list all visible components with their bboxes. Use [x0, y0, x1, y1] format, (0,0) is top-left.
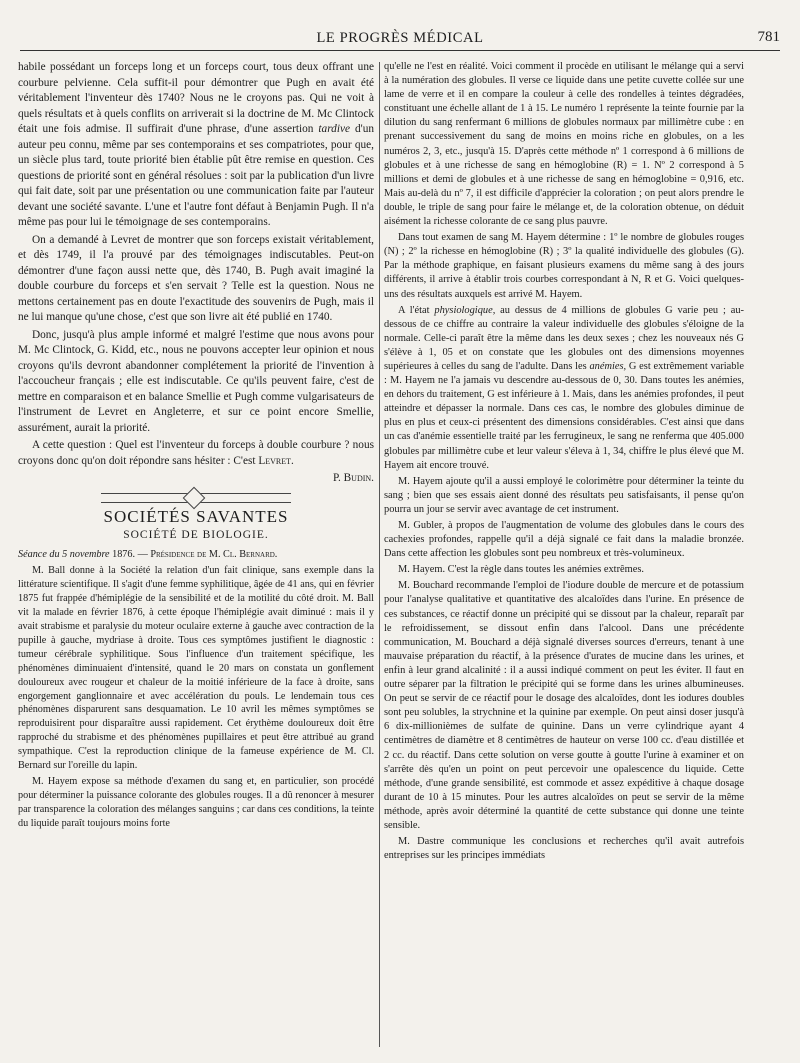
paragraph: M. Dastre communique les conclusions et recherches qu'il avait autrefois entreprises sur les principes immédiats [384, 836, 744, 862]
page-number: 781 [757, 29, 780, 45]
column-divider [379, 62, 380, 1047]
paragraph: A l'état physiologique, au dessus de 4 millions de globules G varie peu ; au-dessous de ce chiffre au contraire la valeur individuelle des globules s'éloigne de la normale. Celle-ci paraît être la même dans les deux sexes ; chez les nouveaux nés G s'élève à 1, 05 et on constate que les globules ont des dimensions moyennes supérieures à celles du sang de l'adulte. Dans les anémies, G est extrêmement variable : M. Hayem ne l'a jamais vu descendre au-dessous de 0, 30. Dans toutes les anémies, en dehors du traitement, G est inférieure à 1. Mais, dans les anémies profondes, il peut atteindre et dépasser la normale. Dans ces cas, le nombre des globules diminue de plus en plus et ceux-ci présentent des dimensions considérables. C'est ainsi que dans un cas d'anémie essentielle traité par les ferrugineux, le sang ne renferma que 405.000 globules par millimètre cube et leur valeur s'éleva à 1, 34, chiffre le plus élevé que M. Hayem ait encore trouvé. [384, 304, 744, 471]
emphasis: anémies, [589, 360, 627, 372]
paragraph: M. Hayem ajoute qu'il a aussi employé le colorimètre pour déterminer la teinte du sang ; bien que ses essais aient donné des résultats peu satisfaisants, il pense qu'on pourra un jour se servir avec avantage de cet instrument. [384, 475, 744, 515]
emphasis: physiologique, [434, 304, 496, 316]
journal-title: LE PROGRÈS MÉDICAL [316, 30, 484, 46]
paragraph: Donc, jusqu'à plus ample informé et malgré l'estime que nous avons pour M. Mc Clintock, G. Kidd, etc., nous ne pouvons accepter leur opinion et nous croyons qu'ils devront abandonner complétement la priorité de l'invention à l'accoucheur français ; elle est indiscutable. Ce qu'ils peuvent faire, c'est de mettre en comparaison et en balance Smellie et Pugh comme vulgarisateurs de l'instrument de Levret en Angleterre, et sur ce point encore Smellie, assurément, aurait la priorité. [18, 328, 374, 434]
signature-line [18, 471, 374, 487]
paragraph: On a demandé à Levret de montrer que son forceps existait véritablement, et dès 1749, il l'a prouvé par des témoignages indiscutables. Peut-on démontrer d'une façon aussi nette que, dès 1740, B. Pugh avait imaginé la double courbure du forceps et s'en servait ? Telle est la question. Nous ne mettons certainement pas en doute l'exactitude des souvenirs de Pugh, mais il ne lui manque qu'une chose, c'est que son livre ait été publié en 1740. [18, 233, 374, 323]
right-column [384, 60, 744, 1050]
emphasis: tardive [318, 123, 351, 135]
left-column [18, 60, 374, 1050]
seance-heading: Séance du 5 novembre 1876. — Présidence de M. Cl. Bernard. [18, 548, 278, 560]
paragraph: habile possédant un forceps long et un forceps court, tous deux offrant une courbure pelvienne. Cela suffit-il pour démontrer que Pugh en avait été véritablement l'inventeur dès 1740? Nous ne le croyons pas. Qui ne voit à quels résultats et à quels conflits on arriverait si la doctrine de M. Mc Clintock était une fois admise. Il suffirait d'une phrase, d'une assertion tardive d'un auteur peu connu, même par ses contemporains et ses compatriotes, pour que, un siècle plus tard, toute priorité bien établie pût être remise en question. Ces questions de priorité sont en général résolues : soit par la publication d'un livre qui fait date, soit par une présentation ou une communication faite par l'auteur devant une société savante. L'une et l'autre font défaut à Benjamin Pugh. Il n'a même pas pour lui le témoignage de ses contemporains. [18, 61, 374, 228]
page-header [20, 26, 780, 51]
paragraph: M. Hayem. C'est la règle dans toutes les anémies extrêmes. [398, 564, 644, 576]
paragraph: Dans tout examen de sang M. Hayem détermine : 1º le nombre de globules rouges (N) ; 2º la richesse en hémoglobine (R) ; 3º la qualité individuelle des globules (G). Par la méthode graphique, en faisant plusieurs examens du même sang à des jours différents, il arrive à établir trois courbes correspondant à N, R et G. Voici quelques-uns des résultats auxquels est arrivé M. Hayem. [384, 232, 744, 300]
paragraph: M. Gubler, à propos de l'augmentation de volume des globules dans le cours des cachexies profondes, rappelle qu'il a déjà signalé ce fait dans la maladie bronzée. Dans cette affection les globules sont peu nombreux et très-volumineux. [384, 520, 744, 560]
paragraph: A cette question : Quel est l'inventeur du forceps à double courbure ? nous croyons donc qu'on doit répondre sans hésiter : C'est Levret. [18, 439, 374, 467]
paragraph: M. Hayem expose sa méthode d'examen du sang et, en particulier, son procédé pour déterminer la puissance colorante des globules rouges. Il a dû renoncer à mesurer par transparence la coloration des mélanges sanguins ; car dans ces conditions, la teinte du liquide paraît toujours moins forte [18, 776, 374, 829]
signature: P. Budin. [332, 472, 374, 484]
author-name: Levret. [258, 454, 294, 467]
section-subtitle: SOCIÉTÉ DE BIOLOGIE. [123, 529, 269, 541]
section-title: SOCIÉTÉS SAVANTES [103, 506, 289, 526]
section-ornament-divider [101, 493, 291, 503]
paragraph: M. Bouchard recommande l'emploi de l'iodure double de mercure et de potassium pour l'analyse qualitative et quantitative des alcaloïdes dans l'urine. En présence de ces substances, ce réactif donne un précipité qui se dissout par la chaleur, reparaît par le refroidissement, se dissout enfin dans l'alcool. Dans une précédente communication, M. Bouchard a déjà signalé diverses sources d'erreurs, tenant à une mauvaise préparation du réactif, à la présence d'urates de mucine dans les urines, et enfin à leur grand alcalinité : il a aussi indiqué comment on peut les éviter. Il faut en outre séparer par la filtration le précipité qui se forme dans les urines albumineuses. On peut se servir de ce réactif pour le dosage des alcaloïdes, dont les iodures doubles sont peu solubles, la strychnine et la quinine par exemple. On peut ainsi doser jusqu'à 6 dix-millionièmes de sulfate de quinine. Dans un verre cylindrique ayant 4 centimètres de diamètre et 8 centimètres de hauteur on verse 100 cc. d'eau distillée et 2 cc. du réactif. Dans cette solution on verse goutte à goutte l'urine à examiner et on s'arrête dès qu'en un point on peut percevoir une opalescence du liquide. Cette méthode, d'une grande sensibilité, est commode et assez expéditive à chaque dosage durant de 10 à 15 minutes. Pour les autres alcaloïdes on peut se servir de la même méthode, après avoir déterminé la quantité de cette substance qui donne une teinte sensible. [384, 580, 744, 831]
paragraph: M. Ball donne à la Société la relation d'un fait clinique, sans exemple dans la littérature scientifique. Il s'agit d'une femme syphilitique, âgée de 41 ans, qui en février 1875 fut frappée d'hémiplégie de la sensibilité et de la motilité du côté droit. M. Ball vit la malade en février 1876, à cette époque l'hémiplégie avait diminué : mais il y avait strabisme et paralysie du moteur oculaire externe à gauche avec contraction de la pupille à gauche, mydriase à droite. Tous ces symptômes justifient le diagnostic : tumeur cérébrale syphilitique. Sous l'influence d'un traitement spécifique, les phénomènes diminuaient d'intensité, quand le 20 mars on constata un gonflement douloureux avec rougeur et chaleur de la moitié inférieure de la face à droite, sans engorgement ganglionnaire et avec accélération du pouls. Le lendemain tous ces phénomènes disparurent sans desquamation. Le 10 avril les mêmes symptômes se reproduisirent pour disparaître aussi rapidement. Cet érythème douloureux doit être rapproché du strabisme et des phénomènes pupillaires et peut être attribué au grand sympathique. C'est la reproduction clinique de la fameuse expérience de M. Cl. Bernard sur l'oreille du lapin. [18, 565, 374, 772]
paragraph: qu'elle ne l'est en réalité. Voici comment il procède en utilisant le mélange qui a servi à la numération des globules. Il verse ce liquide dans une petite cuvette collée sur une lame de verre et il en compare la couleur à celle des rondelles à teintes dégradées, constituant une échelle allant de 1 à 15. Le numéro 1 représente la teinte fournie par la dilution du sang renfermant 6 millions de globules normaux par millimètre cube : en prenant successivement du sang de moins en moins riche en globules, on a les numéros 2, 3, etc., jusqu'à 15. D'après cette méthode nº 1 correspond à 6 millions de globules et à une richesse de sang en hémoglobine (R) = 1. Nº 2 correspond à 5 millions et demi de globules et à une richesse de sang en hémoglobine = 0,916, etc. Mais au-delà du nº 7, il est difficile d'apprécier la coloration ; on peut alors prendre le double, le triple de sang pour faire le mélange et, de la coloration obtenue, on déduit aisément la richesse colorante de ce sang plus pauvre. [384, 61, 744, 228]
